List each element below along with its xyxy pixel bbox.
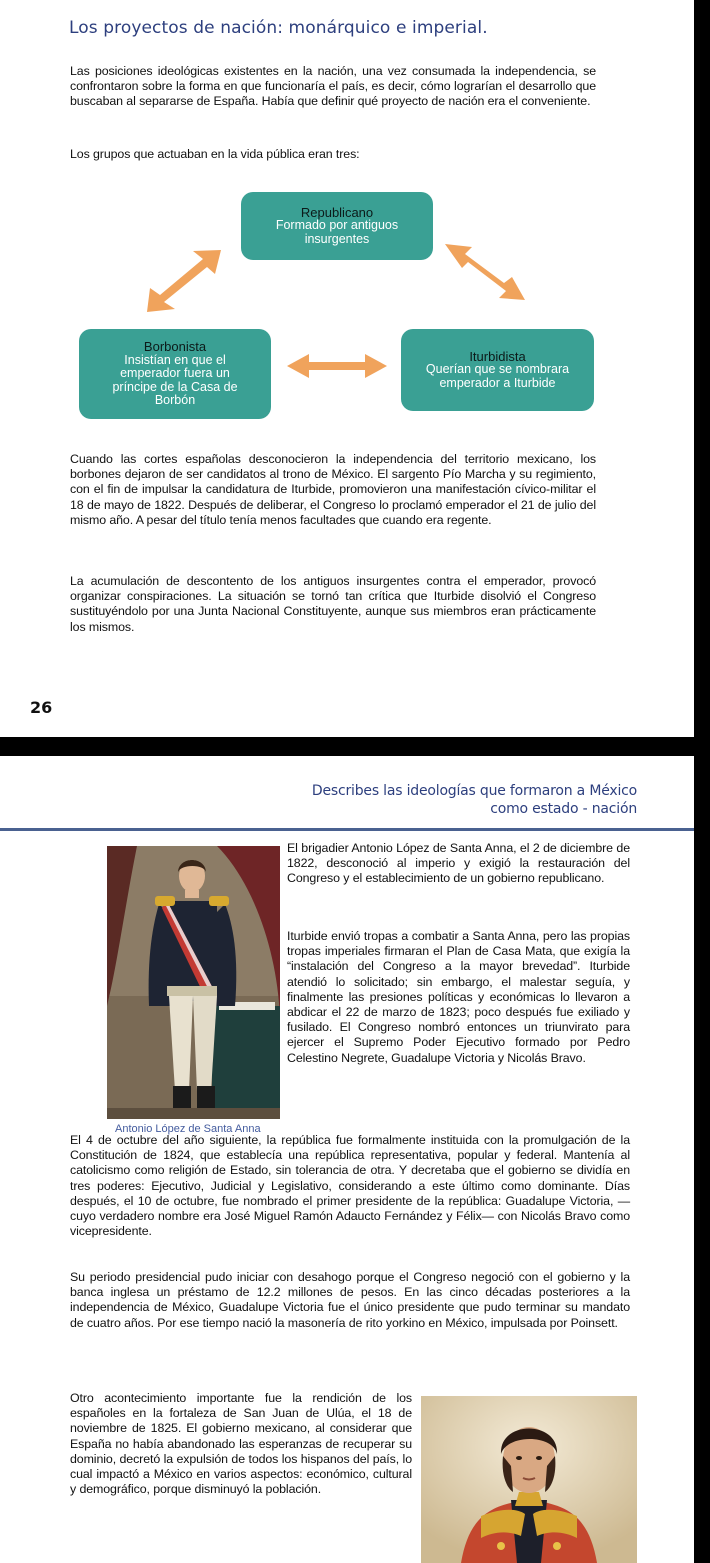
paragraph-guadalupe-victoria: Su periodo presidencial pudo iniciar con desahogo porque el Congreso negoció con el gobierno y la banca inglesa un préstamo de 12.2 millones de pesos. En las cinco décadas posteriores a la independencia de México, Guadalupe Victoria fue el único presidente que pudo terminar su mandato de cuatro años. Por ese tiempo nació la masonería de rito yorkino en México, impulsada por Poinsett. [70,1270,630,1330]
portrait-bottom-right [421,1396,637,1563]
textbook-page-27 [0,756,694,1563]
node-borbonista [79,329,271,419]
textbook-page-26 [0,0,694,737]
node-borbonista-title: Borbonista [143,339,207,355]
page-number: 26 [30,698,53,717]
node-iturbidista-text: Querían que se nombrara emperador a Iturbide [425,362,570,390]
arrow-borbonista-iturbidista [287,354,387,378]
section-title-line1: Describes las ideologías que formaron a México [311,783,637,799]
arrow-republicano-borbonista [147,250,221,312]
node-iturbidista-title: Iturbidista [469,348,526,364]
node-iturbidista [401,329,594,411]
node-republicano-text: Formado por antiguos insurgentes [275,218,399,246]
portrait-santa-anna [107,846,280,1119]
paragraph-iturbide-emperor: Cuando las cortes españolas desconocieron la independencia del territorio mexicano, los borbones dejaron de ser candidatos al trono de México. El sargento Pío Marcha y su regimiento, con el fin de impulsar la candidatura de Iturbide, promovieron una manifestación cívico-militar el 18 de mayo de 1822. Después de deliberar, el Congreso lo proclamó emperador el 21 de julio del mismo año. A pesar del título tenía menos facultades que cuando era regente. [70,452,596,527]
node-republicano-title: Republicano [300,204,374,220]
paragraph-conspiracies: La acumulación de descontento de los antiguos insurgentes contra el emperador, provocó organizar conspiraciones. La situación se tornó tan crítica que Iturbide disolvió el Congreso sustituyéndolo por una Junta Nacional Constituyente, aunque sus miembros eran prácticamente los mismos. [70,574,596,634]
node-borbonista-text: Insistían en que el emperador fuera un príncipe de la Casa de Borbón [112,352,238,408]
paragraph-santa-anna: El brigadier Antonio López de Santa Anna, el 2 de diciembre de 1822, desconoció al imperio y exigió la restauración del Congreso y el establecimiento de un gobierno republicano. [287,841,630,886]
section-title-line2: como estado - nación [490,800,637,817]
section-title [312,783,637,818]
node-republicano [241,192,433,260]
paragraph-san-juan-ulua: Otro acontecimiento importante fue la rendición de los españoles en la fortaleza de San Juan de Ulúa, el 18 de noviembre de 1825. El gobierno mexicano, al considerar que España no había abandonado las esperanzas de recuperar su dominio, decretó la expulsión de todos los hispanos del país, lo cual impactó a México en varios aspectos: económico, cultural y demográfico, porque disminuyó la población. [70,1391,412,1497]
portrait-caption: Antonio López de Santa Anna [115,1123,261,1135]
groups-intro: Los grupos que actuaban en la vida pública eran tres: [70,147,360,161]
page-title: Los proyectos de nación: monárquico e imperial. [69,18,488,38]
header-divider [0,828,694,831]
paragraph-constitution-1824: El 4 de octubre del año siguiente, la república fue formalmente instituida con la promulgación de la Constitución de 1824, que establecía una república representativa, popular y federal. Mantenía al catolicismo como religión de Estado, sin tolerancia de otra. Y decretaba que el gobierno se dividía en tres poderes: Ejecutivo, Judicial y Legislativo, considerando a este último como dominante. Días después, el 10 de octubre, fue nombrado el primer presidente de la república: Guadalupe Victoria, —cuyo verdadero nombre era José Miguel Ramón Adaucto Fernández y Félix— con Nicolás Bravo como vicepresidente. [70,1133,630,1239]
paragraph-casa-mata: Iturbide envió tropas a combatir a Santa Anna, pero las propias tropas imperiales firmaran el Plan de Casa Mata, que exigía la “instalación del Congreso a la mayor brevedad”. Iturbide atendió lo solicitado; sin embargo, el malestar seguía, y finalmente las presiones políticas y económicas lo llevaron a abdicar el 22 de marzo de 1823; poco después fue exiliado y fusilado. El Congreso nombró entonces un triunvirato para ejercer el Supremo Poder Ejecutivo formado por Pedro Celestino Negrete, Guadalupe Victoria y Nicolás Bravo. [287,929,630,1065]
arrow-republicano-iturbidista [445,244,525,300]
intro-paragraph: Las posiciones ideológicas existentes en la nación, una vez consumada la independencia, se confrontaron sobre la forma en que funcionaría el país, es decir, cómo lograrían el desarrollo que buscaban al separarse de España. Había que definir qué proyecto de nación era el conveniente. [70,64,596,109]
